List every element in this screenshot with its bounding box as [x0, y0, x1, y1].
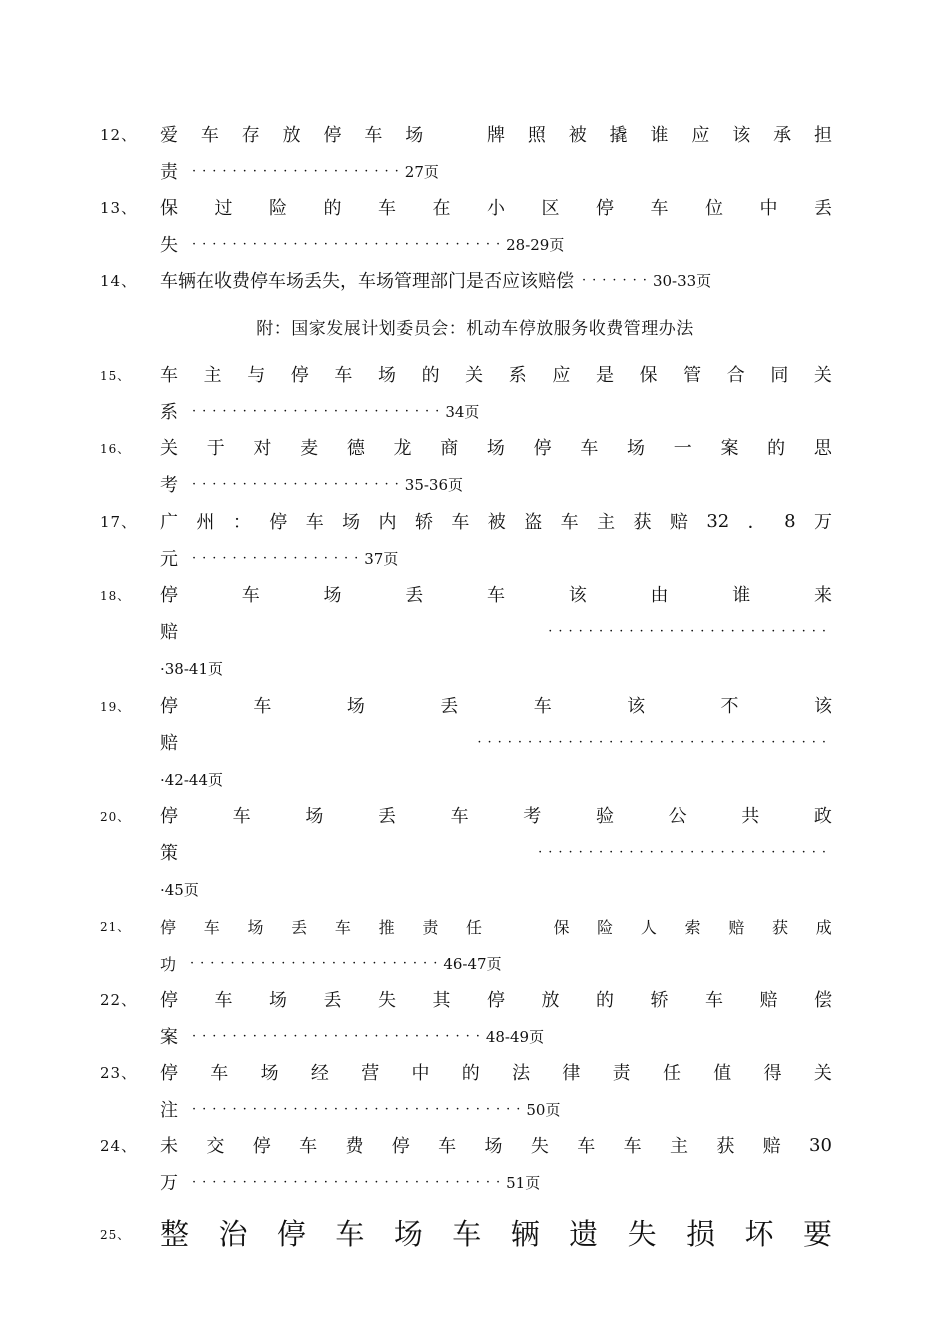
title-char: 成 — [815, 917, 832, 937]
title-char: 场 — [247, 917, 264, 937]
leader-dots: ······························· — [192, 236, 507, 252]
title-char: 停 — [160, 806, 178, 827]
title-char: 该 — [732, 125, 751, 146]
title-char: 车 — [210, 1063, 229, 1084]
entry-title — [160, 122, 832, 146]
title-char: 32 — [706, 510, 730, 532]
title-char: 费 — [345, 1136, 364, 1157]
title-char: 车 — [334, 365, 353, 386]
title-char: 人 — [640, 917, 657, 937]
title-char: 车 — [232, 806, 251, 827]
title-char: 保 — [639, 365, 658, 386]
entry-number: 24、 — [100, 1137, 138, 1155]
title-char: 赔 — [762, 1136, 781, 1157]
page-ref: 35-36页 — [404, 475, 464, 494]
title-char: 保 — [553, 917, 570, 937]
title-char: 思 — [813, 438, 832, 459]
title-char: 存 — [241, 125, 260, 146]
title-char: 获 — [716, 1136, 735, 1157]
title-char: 撬 — [609, 125, 628, 146]
page-ref: 27页 — [404, 162, 439, 181]
title-char: 停 — [487, 990, 505, 1011]
page-ref: 37页 — [364, 549, 399, 568]
title-char: 主 — [597, 512, 616, 533]
title-char: 在 — [432, 198, 451, 219]
page-ref: 30-33页 — [652, 271, 712, 290]
title-char: 丢 — [440, 696, 459, 717]
title-char: 车 — [253, 696, 272, 717]
title-char: 辆 — [510, 1216, 540, 1251]
title-char: 中 — [411, 1063, 430, 1084]
title-char: 赔 — [669, 512, 688, 533]
leader-dots: ························· — [192, 403, 446, 419]
title-char: 车 — [533, 696, 552, 717]
title-char: 该 — [813, 696, 832, 717]
title-char: 车 — [705, 990, 723, 1011]
title-char: 获 — [633, 512, 652, 533]
title-char: 车 — [305, 512, 324, 533]
title-char: 被 — [568, 125, 587, 146]
title-char: 偿 — [814, 990, 832, 1011]
title-char: 失 — [627, 1216, 657, 1251]
title-char: 场 — [342, 512, 361, 533]
entry-title-line — [160, 268, 832, 292]
leader-dots: ······························· — [192, 1174, 507, 1190]
page-ref: ·42-44页 — [160, 770, 224, 789]
title-char: 丢 — [814, 198, 832, 219]
title-char: 区 — [541, 198, 560, 219]
entry-number: 16、 — [100, 442, 131, 456]
entry-number: 17、 — [100, 513, 138, 531]
leader-dots: ····························· — [192, 1028, 486, 1044]
title-char: 其 — [432, 990, 451, 1011]
title-char: 场 — [486, 438, 505, 459]
entry-page-line — [160, 656, 832, 680]
entry-continuation — [160, 1170, 832, 1194]
title-char: 索 — [684, 917, 701, 937]
entry-number: 12、 — [100, 126, 138, 144]
title-char: 中 — [759, 198, 778, 219]
entry-title — [160, 435, 832, 459]
title-char: 爱 — [160, 125, 178, 146]
title-char: 停 — [290, 365, 309, 386]
entry-title — [160, 1212, 832, 1252]
title-char: 谁 — [732, 585, 751, 606]
title-char: 被 — [487, 512, 506, 533]
title-char: 停 — [533, 438, 552, 459]
entry-page-line — [160, 767, 832, 791]
title-char: 停 — [160, 917, 177, 937]
title-char: 担 — [814, 125, 832, 146]
leader-dots: ····················· — [192, 476, 405, 492]
title-char: 于 — [206, 438, 225, 459]
title-char: 损 — [686, 1216, 716, 1251]
title-char: 停 — [391, 1136, 410, 1157]
title-char — [446, 121, 464, 147]
title-char: 车 — [623, 1136, 642, 1157]
title-char: 坏 — [744, 1216, 774, 1251]
title-char: 商 — [440, 438, 459, 459]
title-char: 考 — [523, 806, 542, 827]
title-char: 车 — [364, 125, 383, 146]
title-char: 丢 — [405, 585, 424, 606]
title-char: 未 — [160, 1136, 178, 1157]
title-char: 的 — [323, 198, 342, 219]
title-char: 一 — [673, 438, 692, 459]
title-char: 照 — [527, 125, 546, 146]
title-char: 场 — [323, 585, 342, 606]
entry-number: 19、 — [100, 700, 131, 714]
title-char: 30 — [809, 1134, 832, 1156]
title-char: 对 — [253, 438, 272, 459]
title-char: 同 — [770, 365, 789, 386]
title-char: 车 — [200, 125, 219, 146]
title-char: 停 — [160, 990, 178, 1011]
entry-continuation — [160, 1024, 832, 1048]
title-char: 案 — [720, 438, 739, 459]
entry-title — [160, 1133, 832, 1157]
title-char: 车 — [487, 585, 505, 606]
title-char: 承 — [773, 125, 792, 146]
title-char: 龙 — [393, 438, 412, 459]
entry-number: 21、 — [100, 920, 131, 934]
entry-title — [160, 509, 832, 533]
entry-continuation — [160, 840, 832, 864]
title-char: 关 — [160, 438, 178, 459]
entry-title — [160, 914, 832, 938]
entry-number: 22、 — [100, 991, 138, 1009]
title-char: 丢 — [377, 806, 396, 827]
entry-title: 车辆在收费停车场丢失，车场管理部门是否应该赔偿 — [160, 271, 574, 292]
title-char: 谁 — [650, 125, 669, 146]
title-char: 丢 — [323, 990, 342, 1011]
title-char: 车 — [580, 438, 599, 459]
page-ref: 34页 — [445, 402, 480, 421]
title-char: 盗 — [524, 512, 543, 533]
title-char: 场 — [346, 696, 365, 717]
title-char: 场 — [377, 365, 396, 386]
entry-number: 18、 — [100, 589, 131, 603]
title-char: 位 — [705, 198, 723, 219]
entry-title — [160, 987, 832, 1011]
title-char: 失 — [378, 990, 396, 1011]
entry-number: 25、 — [100, 1228, 131, 1242]
title-char: 轿 — [414, 512, 433, 533]
title-char: 停 — [276, 1216, 306, 1251]
title-char: 法 — [512, 1063, 531, 1084]
title-char: ． — [747, 512, 766, 533]
title-char: 交 — [206, 1136, 225, 1157]
title-char: 场 — [269, 990, 287, 1011]
title-char: 系 — [508, 365, 527, 386]
title-char: 的 — [767, 438, 786, 459]
title-char: 得 — [763, 1063, 782, 1084]
title-char: 任 — [466, 917, 483, 937]
title-char: 场 — [260, 1063, 279, 1084]
title-char: 经 — [310, 1063, 329, 1084]
leader-dots: ··································· — [477, 734, 832, 750]
title-char: 停 — [596, 198, 614, 219]
title-char: 停 — [269, 512, 288, 533]
title-char: 关 — [813, 365, 832, 386]
entry-number: 20、 — [100, 810, 131, 824]
title-char: 该 — [627, 696, 646, 717]
title-char: 车 — [438, 1136, 457, 1157]
entry-cont-char: 责 — [160, 162, 178, 183]
entry-title — [160, 362, 832, 386]
title-char: 律 — [562, 1063, 581, 1084]
entry-continuation — [160, 399, 832, 423]
title-char: 车 — [451, 512, 470, 533]
entry-cont-char: 元 — [160, 549, 178, 570]
title-char: 险 — [269, 198, 287, 219]
title-char: 主 — [669, 1136, 688, 1157]
page-ref: 48-49页 — [485, 1027, 545, 1046]
entry-page-line — [160, 877, 832, 901]
entry-continuation — [160, 546, 832, 570]
title-char: 不 — [720, 696, 739, 717]
title-char: 的 — [461, 1063, 480, 1084]
title-char: 车 — [335, 1216, 365, 1251]
title-char: 任 — [662, 1063, 681, 1084]
title-char: 车 — [203, 917, 220, 937]
entry-continuation — [160, 159, 832, 183]
title-char: 丢 — [291, 917, 308, 937]
title-char: 险 — [597, 917, 614, 937]
title-char: 广 — [160, 512, 178, 533]
entry-cont-char: 注 — [160, 1100, 178, 1121]
title-char: 合 — [726, 365, 745, 386]
entry-cont-char: 赔 — [160, 622, 178, 643]
title-char: 应 — [691, 125, 710, 146]
title-char: 车 — [214, 990, 233, 1011]
title-char: 值 — [713, 1063, 732, 1084]
entry-continuation — [160, 472, 832, 496]
title-char: 遗 — [569, 1216, 599, 1251]
entry-continuation — [160, 951, 832, 975]
title-char: 车 — [378, 198, 396, 219]
title-char: 放 — [282, 125, 301, 146]
title-char: 场 — [305, 806, 324, 827]
entry-number: 14、 — [100, 272, 138, 290]
entry-title — [160, 693, 832, 717]
title-char: 停 — [323, 125, 342, 146]
title-char: 失 — [530, 1136, 549, 1157]
title-char: 车 — [241, 585, 260, 606]
entry-continuation — [160, 730, 832, 754]
leader-dots: ···························· — [548, 623, 832, 639]
title-char: 验 — [595, 806, 614, 827]
entry-cont-char: 案 — [160, 1027, 178, 1048]
title-char: 赔 — [728, 917, 745, 937]
title-char: 与 — [247, 365, 266, 386]
entry-number: 15、 — [100, 369, 131, 383]
title-char: 州 — [196, 512, 215, 533]
leader-dots: ······· — [582, 272, 653, 288]
entry-cont-char: 考 — [160, 475, 178, 496]
title-char: 责 — [422, 917, 439, 937]
title-char: 车 — [299, 1136, 318, 1157]
entry-title — [160, 582, 832, 606]
title-char: 关 — [813, 1063, 832, 1084]
title-char: 场 — [393, 1216, 423, 1251]
title-char: 该 — [568, 585, 587, 606]
entry-continuation — [160, 1097, 832, 1121]
title-char: 牌 — [487, 125, 505, 146]
title-char: 车 — [560, 512, 579, 533]
title-char: 场 — [405, 125, 424, 146]
title-char: 的 — [421, 365, 440, 386]
title-char: 责 — [612, 1063, 631, 1084]
title-char: 8 — [784, 510, 796, 532]
title-char: 整 — [160, 1216, 190, 1251]
entry-cont-char: 系 — [160, 402, 178, 423]
entry-title — [160, 1060, 832, 1084]
page-ref: 50页 — [526, 1100, 561, 1119]
page-ref: 51页 — [506, 1173, 541, 1192]
title-char: 场 — [484, 1136, 503, 1157]
page-ref: 28-29页 — [506, 235, 565, 254]
entry-number: 13、 — [100, 199, 138, 217]
title-char: ： — [232, 512, 251, 533]
title-char: 获 — [772, 917, 789, 937]
title-char: 的 — [596, 990, 614, 1011]
title-char: 车 — [160, 365, 178, 386]
title-char: 麦 — [300, 438, 319, 459]
page-ref: ·45页 — [160, 880, 199, 899]
appendix-note: 附：国家发展计划委员会：机动车停放服务收费管理办法 — [256, 319, 694, 339]
title-char: 万 — [813, 512, 832, 533]
title-char: 过 — [214, 198, 233, 219]
leader-dots: ································· — [192, 1101, 527, 1117]
title-char: 车 — [452, 1216, 482, 1251]
entry-cont-char: 失 — [160, 235, 178, 256]
title-char: 共 — [741, 806, 760, 827]
title-char: 内 — [378, 512, 397, 533]
entry-cont-char: 赔 — [160, 733, 178, 754]
title-char: 车 — [577, 1136, 596, 1157]
title-char: 停 — [160, 1063, 178, 1084]
entry-title — [160, 803, 832, 827]
leader-dots: ················· — [192, 550, 365, 566]
title-char: 由 — [650, 585, 669, 606]
title-char: 车 — [450, 806, 469, 827]
leader-dots: ························· — [190, 955, 444, 971]
title-char: 关 — [465, 365, 484, 386]
page-ref: 46-47页 — [443, 954, 502, 973]
entry-number: 23、 — [100, 1064, 138, 1082]
title-char: 应 — [552, 365, 571, 386]
title-char — [510, 915, 526, 938]
entry-cont-char: 万 — [160, 1173, 178, 1194]
page-ref: ·38-41页 — [160, 659, 224, 678]
title-char: 车 — [334, 917, 351, 937]
title-char: 放 — [541, 990, 560, 1011]
entry-title — [160, 195, 832, 219]
title-char: 主 — [203, 365, 222, 386]
title-char: 轿 — [650, 990, 669, 1011]
title-char: 推 — [378, 917, 395, 937]
title-char: 赔 — [759, 990, 778, 1011]
title-char: 管 — [683, 365, 702, 386]
title-char: 来 — [814, 585, 832, 606]
leader-dots: ····················· — [192, 163, 405, 179]
title-char: 营 — [361, 1063, 380, 1084]
title-char: 停 — [160, 585, 178, 606]
title-char: 公 — [668, 806, 687, 827]
entry-cont-char: 功 — [160, 954, 177, 974]
title-char: 德 — [346, 438, 365, 459]
title-char: 保 — [160, 198, 178, 219]
title-char: 场 — [627, 438, 646, 459]
title-char: 车 — [650, 198, 669, 219]
entry-continuation — [160, 232, 832, 256]
title-char: 政 — [813, 806, 832, 827]
title-char: 要 — [802, 1216, 832, 1251]
title-char: 小 — [487, 198, 505, 219]
entry-cont-char: 策 — [160, 843, 178, 864]
leader-dots: ····························· — [538, 844, 832, 860]
title-char: 是 — [595, 365, 614, 386]
title-char: 停 — [160, 696, 178, 717]
title-char: 治 — [218, 1216, 248, 1251]
title-char: 停 — [252, 1136, 271, 1157]
entry-continuation — [160, 619, 832, 643]
